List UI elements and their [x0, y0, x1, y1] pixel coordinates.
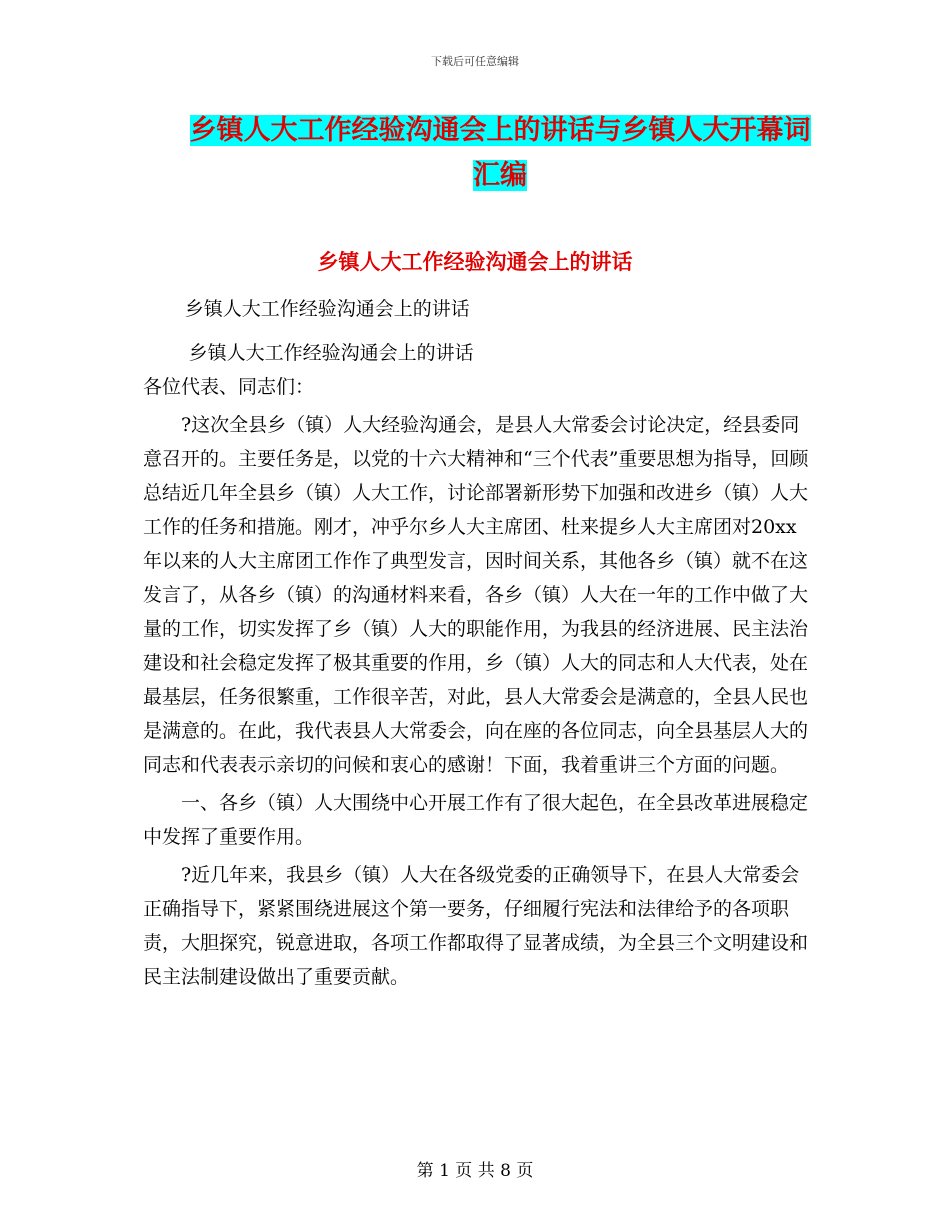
- document-title-line-2: 汇编: [473, 160, 527, 191]
- document-title: [160, 108, 840, 198]
- section-title: 乡镇人大工作经验沟通会上的讲话: [317, 250, 633, 274]
- document-body: [143, 292, 809, 998]
- page-number: 第 1 页 共 8 页: [416, 1161, 534, 1181]
- paragraph-3: ?近几年来，我县乡（镇）人大在各级党委的正确领导下，在县人大常委会正确指导下，紧紧围绕进展这个第一要务，仔细履行宪法和法律给予的各项职责，大胆探究，锐意进取，各项工作都取得了显著成绩，为全县三个文明建设和民主法制建设做出了重要贡献。: [143, 864, 809, 988]
- document-title-line-1: 乡镇人大工作经验沟通会上的讲话与乡镇人大开幕词: [189, 115, 811, 146]
- subtitle-2: 乡镇人大工作经验沟通会上的讲话: [188, 342, 474, 364]
- greeting: 各位代表、同志们：: [143, 376, 315, 398]
- header-note: 下载后可任意编辑: [431, 55, 519, 68]
- paragraph-2: 一、各乡（镇）人大围绕中心开展工作有了很大起色，在全县改革进展稳定中发挥了重要作用。: [143, 792, 809, 848]
- subtitle-1: 乡镇人大工作经验沟通会上的讲话: [184, 298, 470, 320]
- paragraph-1: ?这次全县乡（镇）人大经验沟通会，是县人大常委会讨论决定，经县委同意召开的。主要任务是，以党的十六大精神和“三个代表”重要思想为指导，回顾总结近几年全县乡（镇）人大工作，讨论部署新形势下加强和改进乡（镇）人大工作的任务和措施。刚才，冲乎尔乡人大主席团、杜来提乡人大主席团对20xx年以来的人大主席团工作作了典型发言，因时间关系，其他各乡（镇）就不在这发言了，从各乡（镇）的沟通材料来看，各乡（镇）人大在一年的工作中做了大量的工作，切实发挥了乡（镇）人大的职能作用，为我县的经济进展、民主法治建设和社会稳定发挥了极其重要的作用，乡（镇）人大的同志和人大代表，处在最基层，任务很繁重，工作很辛苦，对此，县人大常委会是满意的，全县人民也是满意的。在此，我代表县人大常委会，向在座的各位同志，向全县基层人大的同志和代表表示亲切的问候和衷心的感谢！下面，我着重讲三个方面的问题。: [143, 414, 809, 776]
